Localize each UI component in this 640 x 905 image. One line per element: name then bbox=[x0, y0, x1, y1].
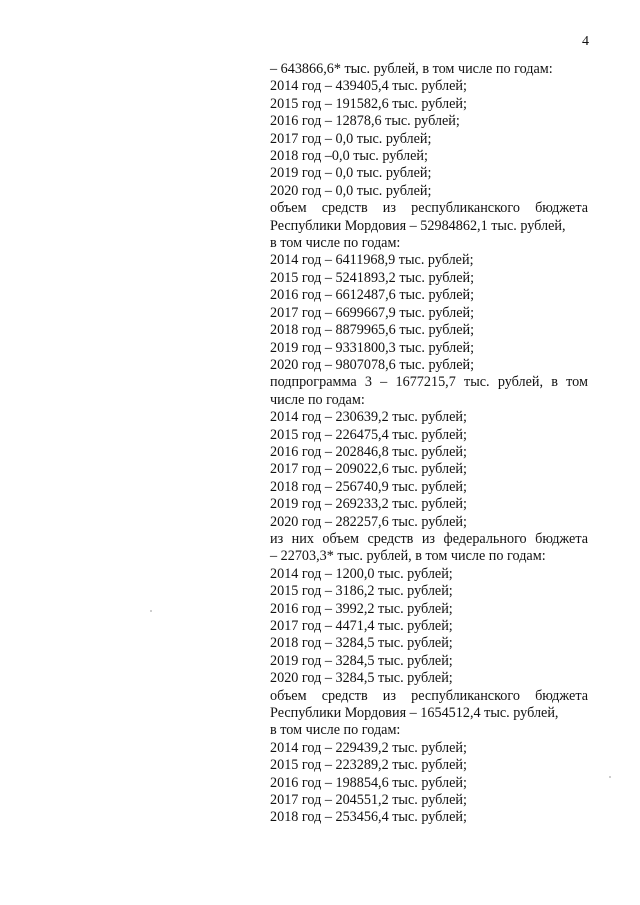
scan-speck bbox=[150, 610, 152, 612]
text-line: 2017 год – 4471,4 тыс. рублей; bbox=[270, 618, 453, 634]
text-line: в том числе по годам: bbox=[270, 722, 401, 739]
text-line: 2018 год – 256740,9 тыс. рублей; bbox=[270, 478, 467, 495]
text-line: объем средств из республиканского бюджета bbox=[270, 687, 588, 704]
text-line: подпрограмма 3 – 1677215,7 тыс. рублей, в том bbox=[270, 374, 588, 391]
text-line: 2015 год – 191582,6 тыс. рублей; bbox=[270, 95, 467, 112]
text-line: 2016 год – 202846,8 тыс. рублей; bbox=[270, 443, 467, 460]
text-line: 2019 год – 3284,5 тыс. рублей; bbox=[270, 652, 453, 669]
text-line: 2016 год – 3992,2 тыс. рублей; bbox=[270, 600, 453, 617]
text-line: 2019 год – 0,0 тыс. рублей; bbox=[270, 165, 432, 182]
text-line: Республики Мордовия – 52984862,1 тыс. рублей, bbox=[270, 217, 566, 234]
text-line: 2014 год – 439405,4 тыс. рублей; bbox=[270, 78, 467, 95]
text-line: 2014 год – 229439,2 тыс. рублей; bbox=[270, 739, 467, 756]
page-number: 4 bbox=[582, 34, 589, 49]
text-line: Республики Мордовия – 1654512,4 тыс. рублей, bbox=[270, 705, 559, 722]
text-line: – 22703,3* тыс. рублей, в том числе по годам: bbox=[270, 548, 546, 565]
text-line: объем средств из республиканского бюджета bbox=[270, 200, 588, 217]
text-line: 2017 год – 0,0 тыс. рублей; bbox=[270, 130, 432, 147]
text-line: 2020 год – 3284,5 тыс. рублей; bbox=[270, 670, 453, 687]
text-line: – 643866,6* тыс. рублей, в том числе по годам: bbox=[270, 61, 553, 77]
scan-speck bbox=[609, 776, 611, 778]
text-line: 2017 год – 204551,2 тыс. рублей; bbox=[270, 792, 467, 809]
text-line: 2014 год – 6411968,9 тыс. рублей; bbox=[270, 252, 474, 269]
text-line: 2019 год – 9331800,3 тыс. рублей; bbox=[270, 339, 475, 356]
text-line: 2018 год – 253456,4 тыс. рублей; bbox=[270, 809, 467, 826]
text-line: в том числе по годам: bbox=[270, 235, 401, 252]
text-line: 2019 год – 269233,2 тыс. рублей; bbox=[270, 496, 467, 513]
text-line: числе по годам: bbox=[270, 391, 365, 408]
text-line: 2014 год – 230639,2 тыс. рублей; bbox=[270, 409, 467, 426]
text-line: 2018 год – 3284,5 тыс. рублей; bbox=[270, 635, 453, 652]
text-line: 2017 год – 209022,6 тыс. рублей; bbox=[270, 461, 467, 478]
text-line: 2020 год – 9807078,6 тыс. рублей; bbox=[270, 356, 475, 373]
text-line: 2014 год – 1200,0 тыс. рублей; bbox=[270, 565, 453, 582]
text-line: 2020 год – 282257,6 тыс. рублей; bbox=[270, 513, 467, 530]
text-line: 2015 год – 5241893,2 тыс. рублей; bbox=[270, 269, 475, 286]
text-line: 2018 год – 8879965,6 тыс. рублей; bbox=[270, 322, 475, 339]
text-line: 2015 год – 3186,2 тыс. рублей; bbox=[270, 583, 453, 600]
text-line: из них объем средств из федерального бюджета bbox=[270, 530, 588, 547]
text-line: 2015 год – 226475,4 тыс. рублей; bbox=[270, 426, 467, 443]
text-line: 2018 год –0,0 тыс. рублей; bbox=[270, 148, 428, 165]
text-line: 2020 год – 0,0 тыс. рублей; bbox=[270, 182, 432, 199]
budget-text-block bbox=[270, 61, 588, 827]
text-line: 2015 год – 223289,2 тыс. рублей; bbox=[270, 757, 467, 774]
text-line: 2016 год – 6612487,6 тыс. рублей; bbox=[270, 287, 475, 304]
text-line: 2017 год – 6699667,9 тыс. рублей; bbox=[270, 304, 475, 321]
text-line: 2016 год – 198854,6 тыс. рублей; bbox=[270, 774, 467, 791]
text-line: 2016 год – 12878,6 тыс. рублей; bbox=[270, 113, 460, 130]
